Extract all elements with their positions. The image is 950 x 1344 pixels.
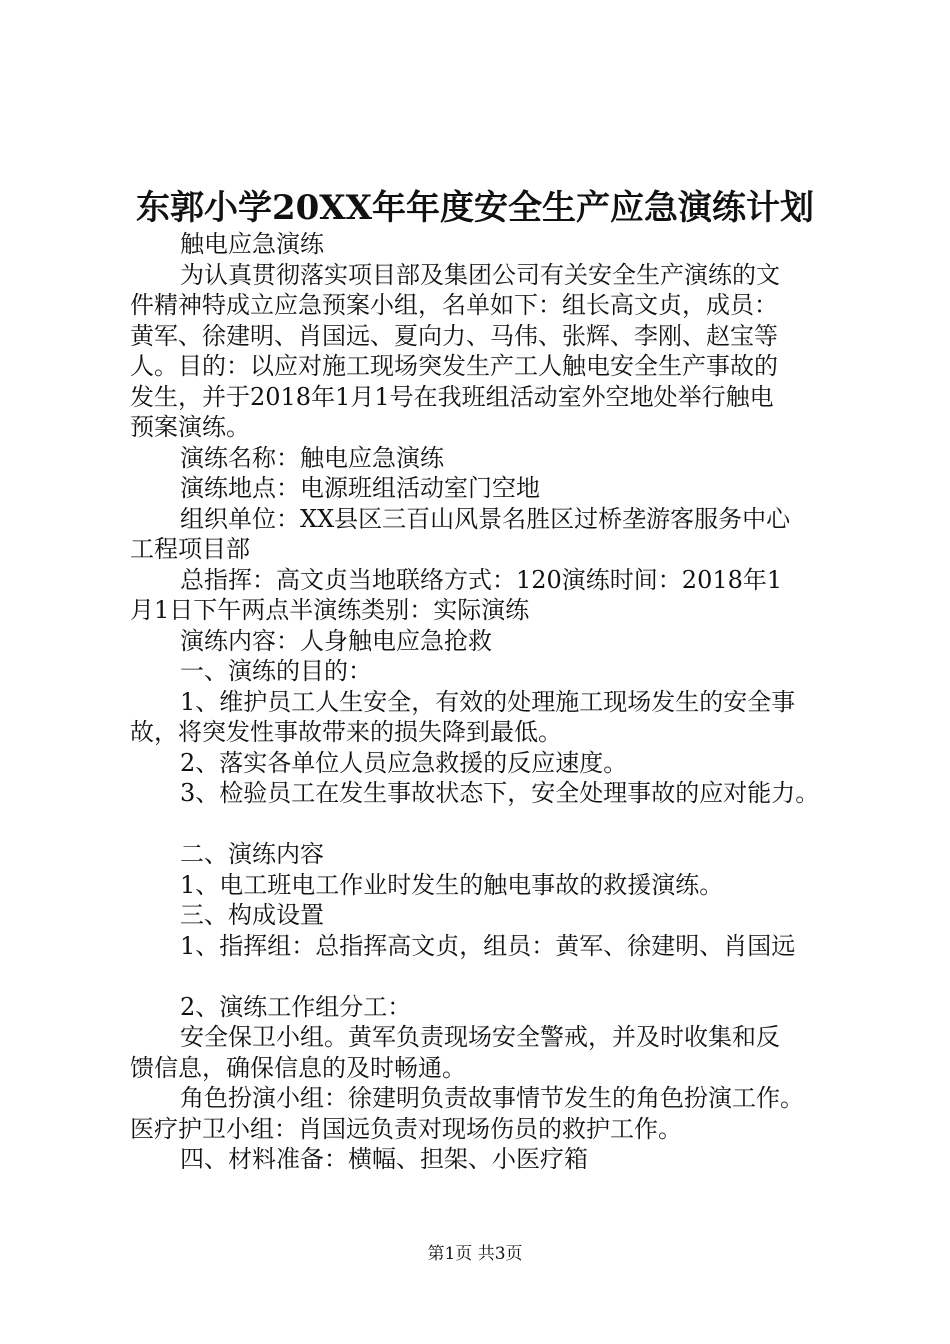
paragraph-line: 发生，并于2018年1月1号在我班组活动室外空地处举行触电: [130, 382, 774, 411]
paragraph-line: 馈信息，确保信息的及时畅通。: [130, 1053, 466, 1082]
paragraph-line: 为认真贯彻落实项目部及集团公司有关安全生产演练的文: [180, 260, 780, 289]
list-item: 2、演练工作组分工：: [180, 992, 412, 1021]
paragraph-line: 预案演练。: [130, 413, 250, 441]
organizer-line: 组织单位：XX县区三百山风景名胜区过桥垄游客服务中心: [180, 504, 791, 533]
section-heading: 四、材料准备：横幅、担架、小医疗箱: [180, 1145, 588, 1173]
list-item: 1、电工班电工作业时发生的触电事故的救援演练。: [180, 870, 724, 899]
document-body: [130, 229, 835, 1175]
list-item: 1、指挥组：总指挥高文贞，组员：黄军、徐建明、肖国远: [180, 931, 796, 960]
document-title: 东郭小学20XX年年度安全生产应急演练计划: [135, 188, 815, 228]
list-item: 1、维护员工人生安全，有效的处理施工现场发生的安全事: [180, 687, 796, 716]
section-heading: 三、构成设置: [180, 901, 324, 929]
page-number-footer: 第1页 共3页: [427, 1244, 523, 1264]
paragraph-line: 黄军、徐建明、肖国远、夏向力、马伟、张辉、李刚、赵宝等: [130, 321, 778, 350]
paragraph-line: 安全保卫小组。黄军负责现场安全警戒，并及时收集和反: [180, 1023, 780, 1051]
section-heading: 一、演练的目的：: [180, 657, 372, 685]
blank-line: [130, 961, 835, 992]
list-item: 2、落实各单位人员应急救援的反应速度。: [180, 748, 628, 777]
drill-content-line: 演练内容：人身触电应急抢救: [180, 626, 492, 655]
paragraph-line: 角色扮演小组：徐建明负责故事情节发生的角色扮演工作。: [180, 1084, 804, 1112]
list-item: 3、检验员工在发生事故状态下，安全处理事故的应对能力。: [180, 779, 820, 807]
paragraph-line: 医疗护卫小组：肖国远负责对现场伤员的救护工作。: [130, 1114, 682, 1143]
drill-location-line: 演练地点：电源班组活动室门空地: [180, 474, 540, 502]
section-heading: 触电应急演练: [180, 230, 324, 258]
organizer-line-cont: 工程项目部: [130, 535, 250, 563]
commander-line-cont: 月1日下午两点半演练类别：实际演练: [130, 596, 530, 624]
list-item-cont: 故，将突发性事故带来的损失降到最低。: [130, 718, 562, 746]
commander-line: 总指挥：高文贞当地联络方式：120演练时间：2018年1: [180, 565, 783, 594]
blank-line: [130, 809, 835, 840]
paragraph-line: 件精神特成立应急预案小组，名单如下：组长高文贞，成员：: [130, 291, 778, 319]
paragraph-line: 人。目的：以应对施工现场突发生产工人触电安全生产事故的: [130, 352, 778, 380]
section-heading: 二、演练内容: [180, 840, 324, 868]
drill-name-line: 演练名称：触电应急演练: [180, 443, 444, 472]
